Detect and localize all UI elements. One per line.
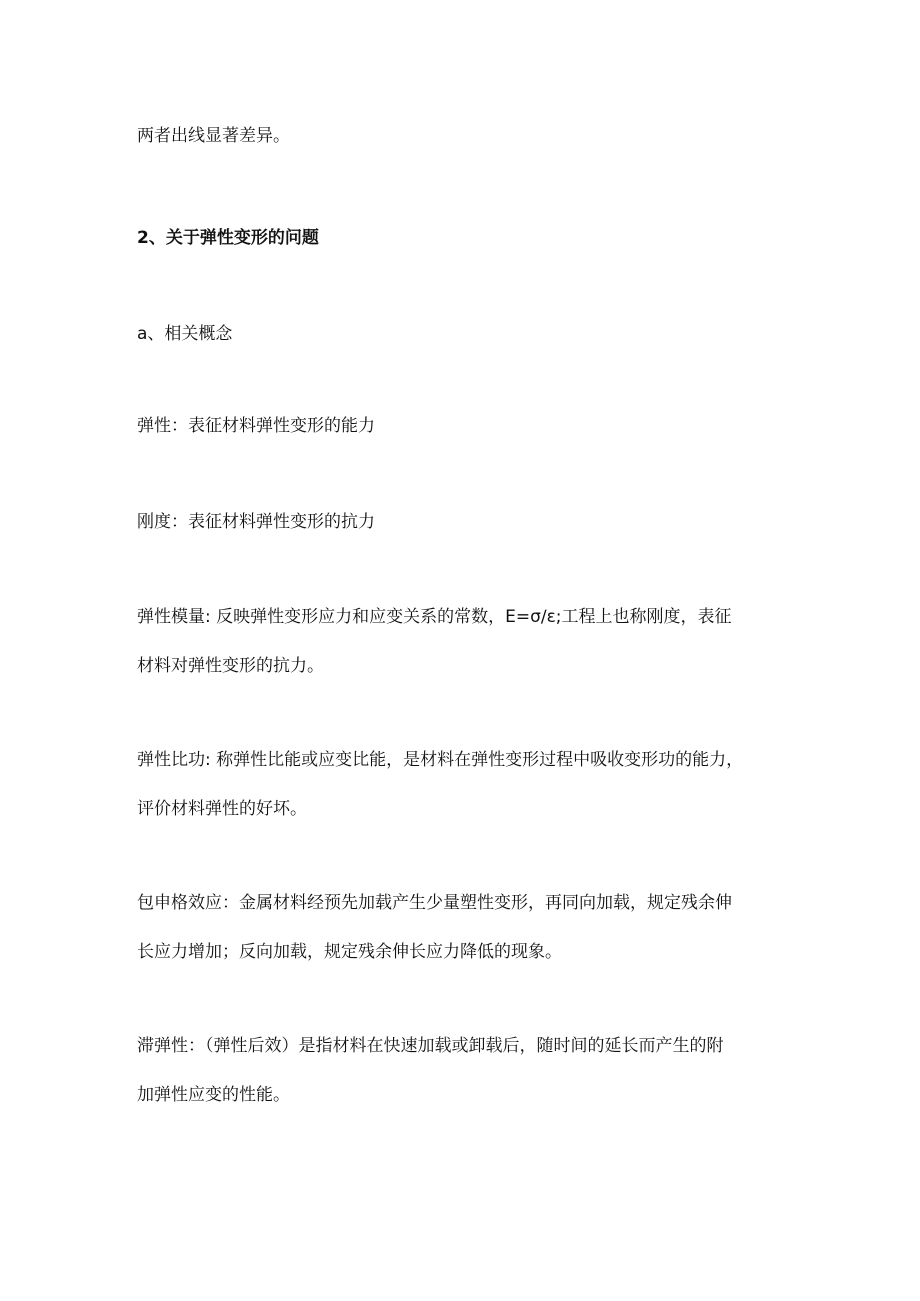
definition-anelasticity-line-2: 加弹性应变的性能。	[137, 1085, 290, 1105]
definition-specific-work-line-1: 弹性比功: 称弹性比能或应变比能，是材料在弹性变形过程中吸收变形功的能力，	[137, 750, 744, 770]
definition-bauschinger-line-1: 包申格效应：金属材料经预先加载产生少量塑性变形，再同向加载，规定残余伸	[137, 893, 732, 913]
definition-bauschinger-line-2: 长应力增加；反向加载，规定残余伸长应力降低的现象。	[137, 942, 562, 962]
definition-specific-work-line-2: 评价材料弹性的好坏。	[137, 799, 307, 819]
definition-modulus-line-2: 材料对弹性变形的抗力。	[137, 656, 324, 676]
definition-anelasticity-line-1: 滞弹性：（弹性后效）是指材料在快速加载或卸载后，随时间的延长而产生的附	[137, 1036, 724, 1056]
subheading: a、相关概念	[137, 324, 233, 344]
definition-stiffness: 刚度：表征材料弹性变形的抗力	[137, 512, 375, 532]
intro-tail-text: 两者出线显著差异。	[137, 126, 290, 146]
definition-modulus-line-1: 弹性模量: 反映弹性变形应力和应变关系的常数，E=σ∕ε;工程上也称刚度，表征	[137, 607, 732, 627]
definition-elasticity: 弹性：表征材料弹性变形的能力	[137, 416, 375, 436]
section-heading: 2、关于弹性变形的问题	[137, 228, 319, 248]
